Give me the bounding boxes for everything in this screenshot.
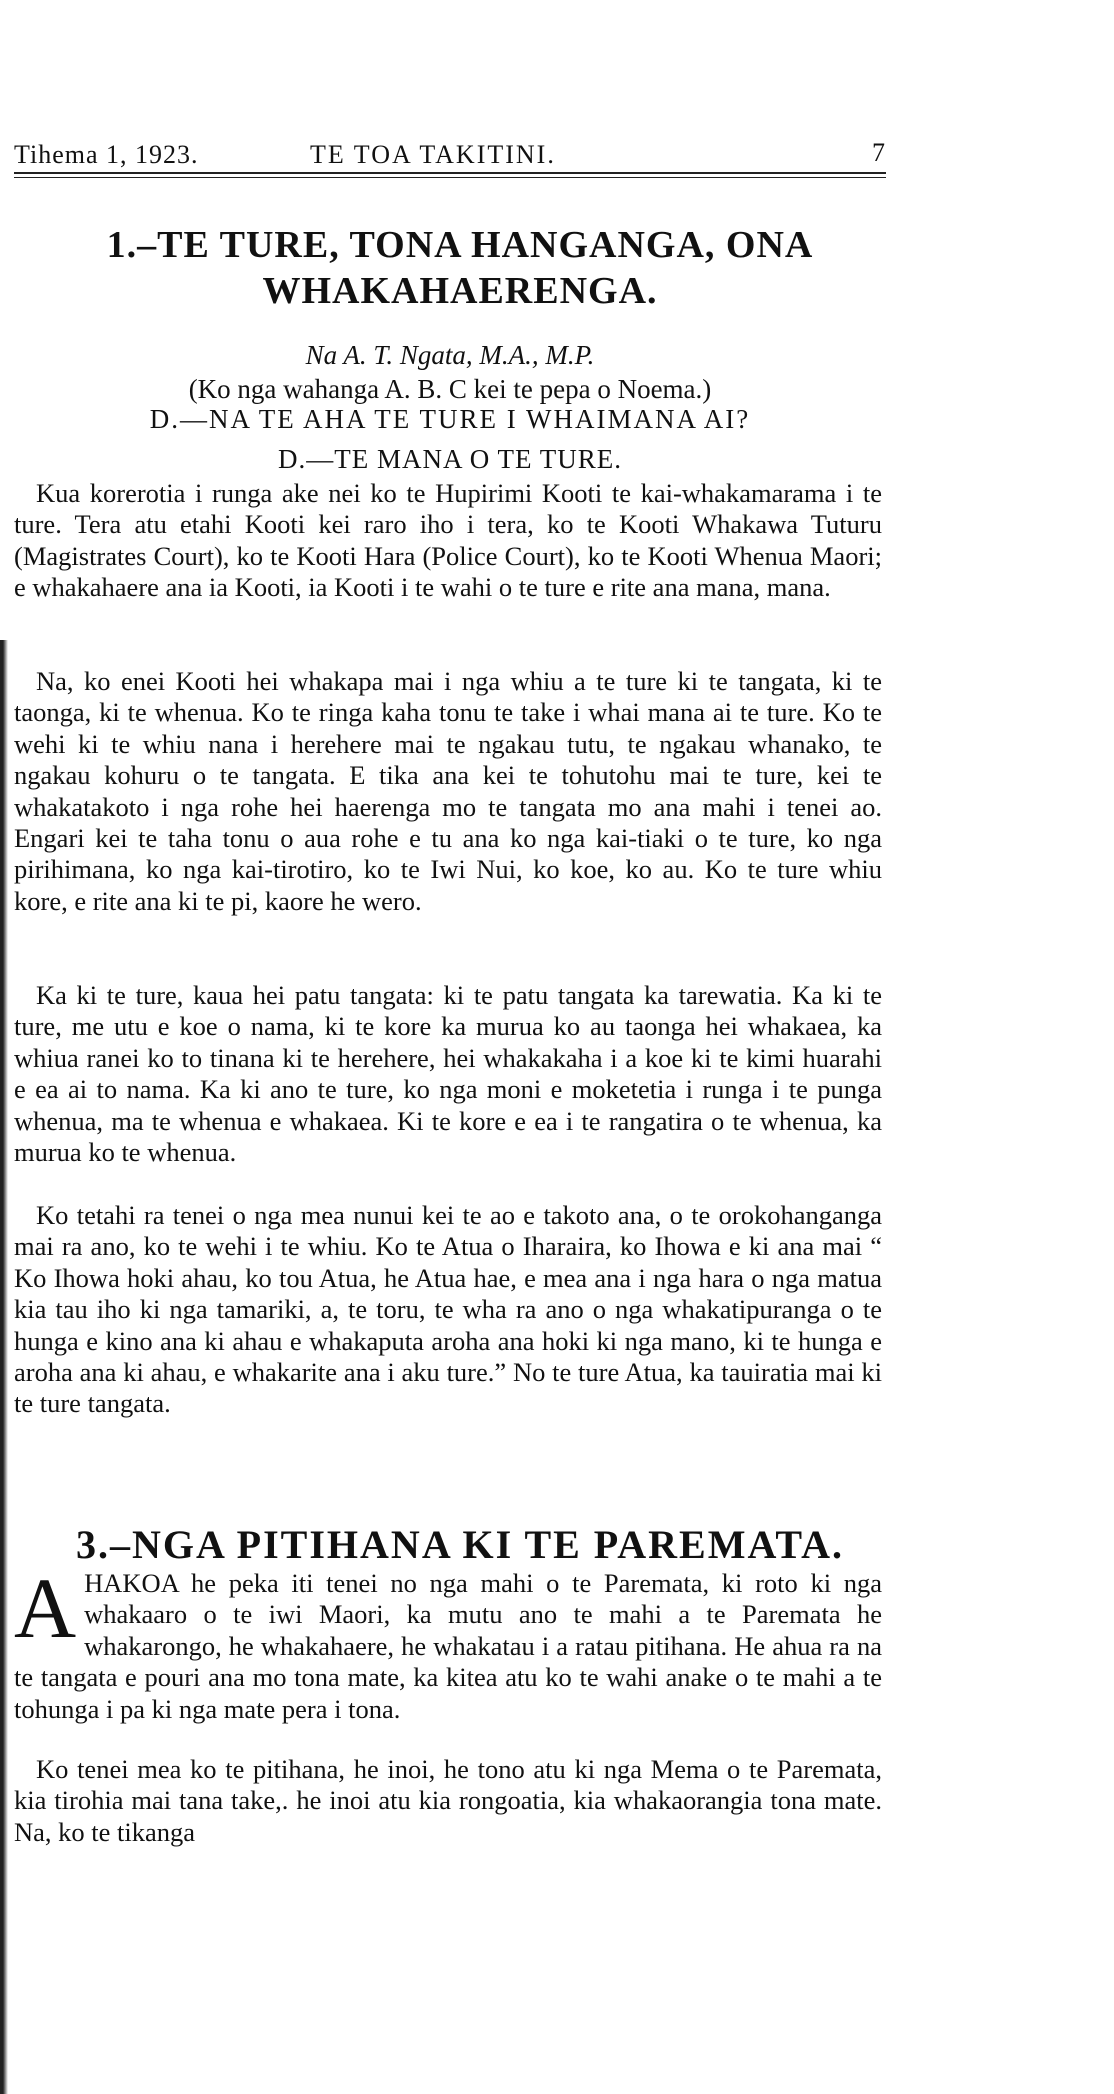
article-heading-line2: WHAKAHAERENGA. — [262, 270, 658, 312]
second-article-heading: 3.–NGA PITIHANA KI TE PAREMATA. — [76, 1522, 844, 1567]
article-author: Na A. T. Ngata, M.A., M.P. — [305, 340, 595, 370]
body-paragraph: Ko tenei mea ko te pitihana, he inoi, he tono atu ki nga Mema o te Paremata, kia tirohia mai tana take,. he inoi atu kia rongoatia, kia whakaorangia tona mate. Na, ko te tikanga — [14, 1754, 882, 1847]
article-heading — [40, 222, 880, 314]
publication-title: TE TOA TAKITINI. — [310, 140, 556, 169]
page-number: 7 — [872, 138, 886, 167]
header-rule-thin — [14, 177, 886, 178]
article-heading-line1: 1.–TE TURE, TONA HANGANGA, ONA — [106, 224, 814, 266]
section-subheading-2: D.—TE MANA O TE TURE. — [278, 444, 622, 474]
body-paragraph: Na, ko enei Kooti hei whakapa mai i nga whiu a te ture ki te tangata, ki te taonga, ki te whenua. Ko te ringa kaha tonu te take i whai mana ai te ture. Ko te wehi ki te whiu nana i herehere mai te ngakau tutu, te ngakau whanako, te ngakau kohuru o te tangata. E tika ana kei te tohutohu mai te ture, kei te whakatakoto i nga rohe hei haerenga mo te tangata mo ana mahi i tenei ao. Engari kei te taha tonu o aua rohe e tu ana ko nga kai-tiaki o te ture, ko nga pirihimana, ko nga kai-tirotiro, ko te Iwi Nui, ko koe, ko au. Ko te ture whiu kore, e rite ana ki te pi, kaore he wero. — [14, 666, 882, 916]
body-paragraph: Ka ki te ture, kaua hei patu tangata: ki te patu tangata ka tarewatia. Ka ki te ture, me utu e koe o nama, ki te kore ka murua ko au taonga hei whakaea, ka whiua ranei ko to tinana ki te herehere, hei whakakaha i a koe ki te kimi huarahi e ea ai to nama. Ka ki ano te ture, ko nga moni e moketetia i runga i te punga whenua, ma te whenua e whakaea. Ki te kore e ea i te rangatira o te whenua, ka murua ko te whenua. — [14, 980, 882, 1168]
article-note: (Ko nga wahanga A. B. C kei te pepa o Noema.) — [188, 374, 712, 404]
page-edge-shadow — [0, 640, 8, 2094]
drop-cap-paragraph-text: HAKOA he peka iti tenei no nga mahi o te Paremata, ki roto ki nga whakaaro o te iwi Maori, ka mutu ano te mahi a te Paremata he whakarongo, he whakahaere, he whakatau i a ratau pitihana. He ahua ra na te tangata e pouri ana mo tona mate, ka kitea atu ko te wahi anake o te mahi a te tohunga i pa ki nga mate pera i tona. — [14, 1568, 882, 1724]
header-date: Tihema 1, 1923. — [14, 140, 199, 169]
section-subheading: D.—NA TE AHA TE TURE I WHAIMANA AI? — [149, 404, 751, 434]
body-paragraph: Kua korerotia i runga ake nei ko te Hupirimi Kooti te kai-whakamarama i te ture. Tera atu etahi Kooti kei raro iho i tera, ko te Kooti Whakawa Tuturu (Magistrates Court), ko te Kooti Hara (Police Court), ko te Kooti Whenua Maori; e whakahaere ana ia Kooti, ia Kooti i te wahi o te ture e rite ana mana, mana. — [14, 478, 882, 603]
drop-cap-paragraph — [14, 1560, 882, 1725]
body-paragraph: Ko tetahi ra tenei o nga mea nunui kei te ao e takoto ana, o te orokohanganga mai ra ano, ko te wehi i te whiu. Ko te Atua o Iharaira, ko Ihowa e ki ana mai “ Ko Ihowa hoki ahau, ko tou Atua, he Atua hae, e mea ana i nga hara o nga matua kia tau iho ki nga tamariki, a, te toru, te wha ra ano o nga whakatipuranga o te hunga e kino ana ki ahau e whakaputa aroha ana hoki ki nga mano, ki te hunga e aroha ana ki ahau, e whakarite ana i aku ture.” No te ture Atua, ka tauiratia mai ki te ture tangata. — [14, 1200, 882, 1419]
drop-cap-letter: A — [14, 1560, 77, 1656]
running-header — [14, 136, 886, 170]
header-rule — [14, 172, 886, 174]
